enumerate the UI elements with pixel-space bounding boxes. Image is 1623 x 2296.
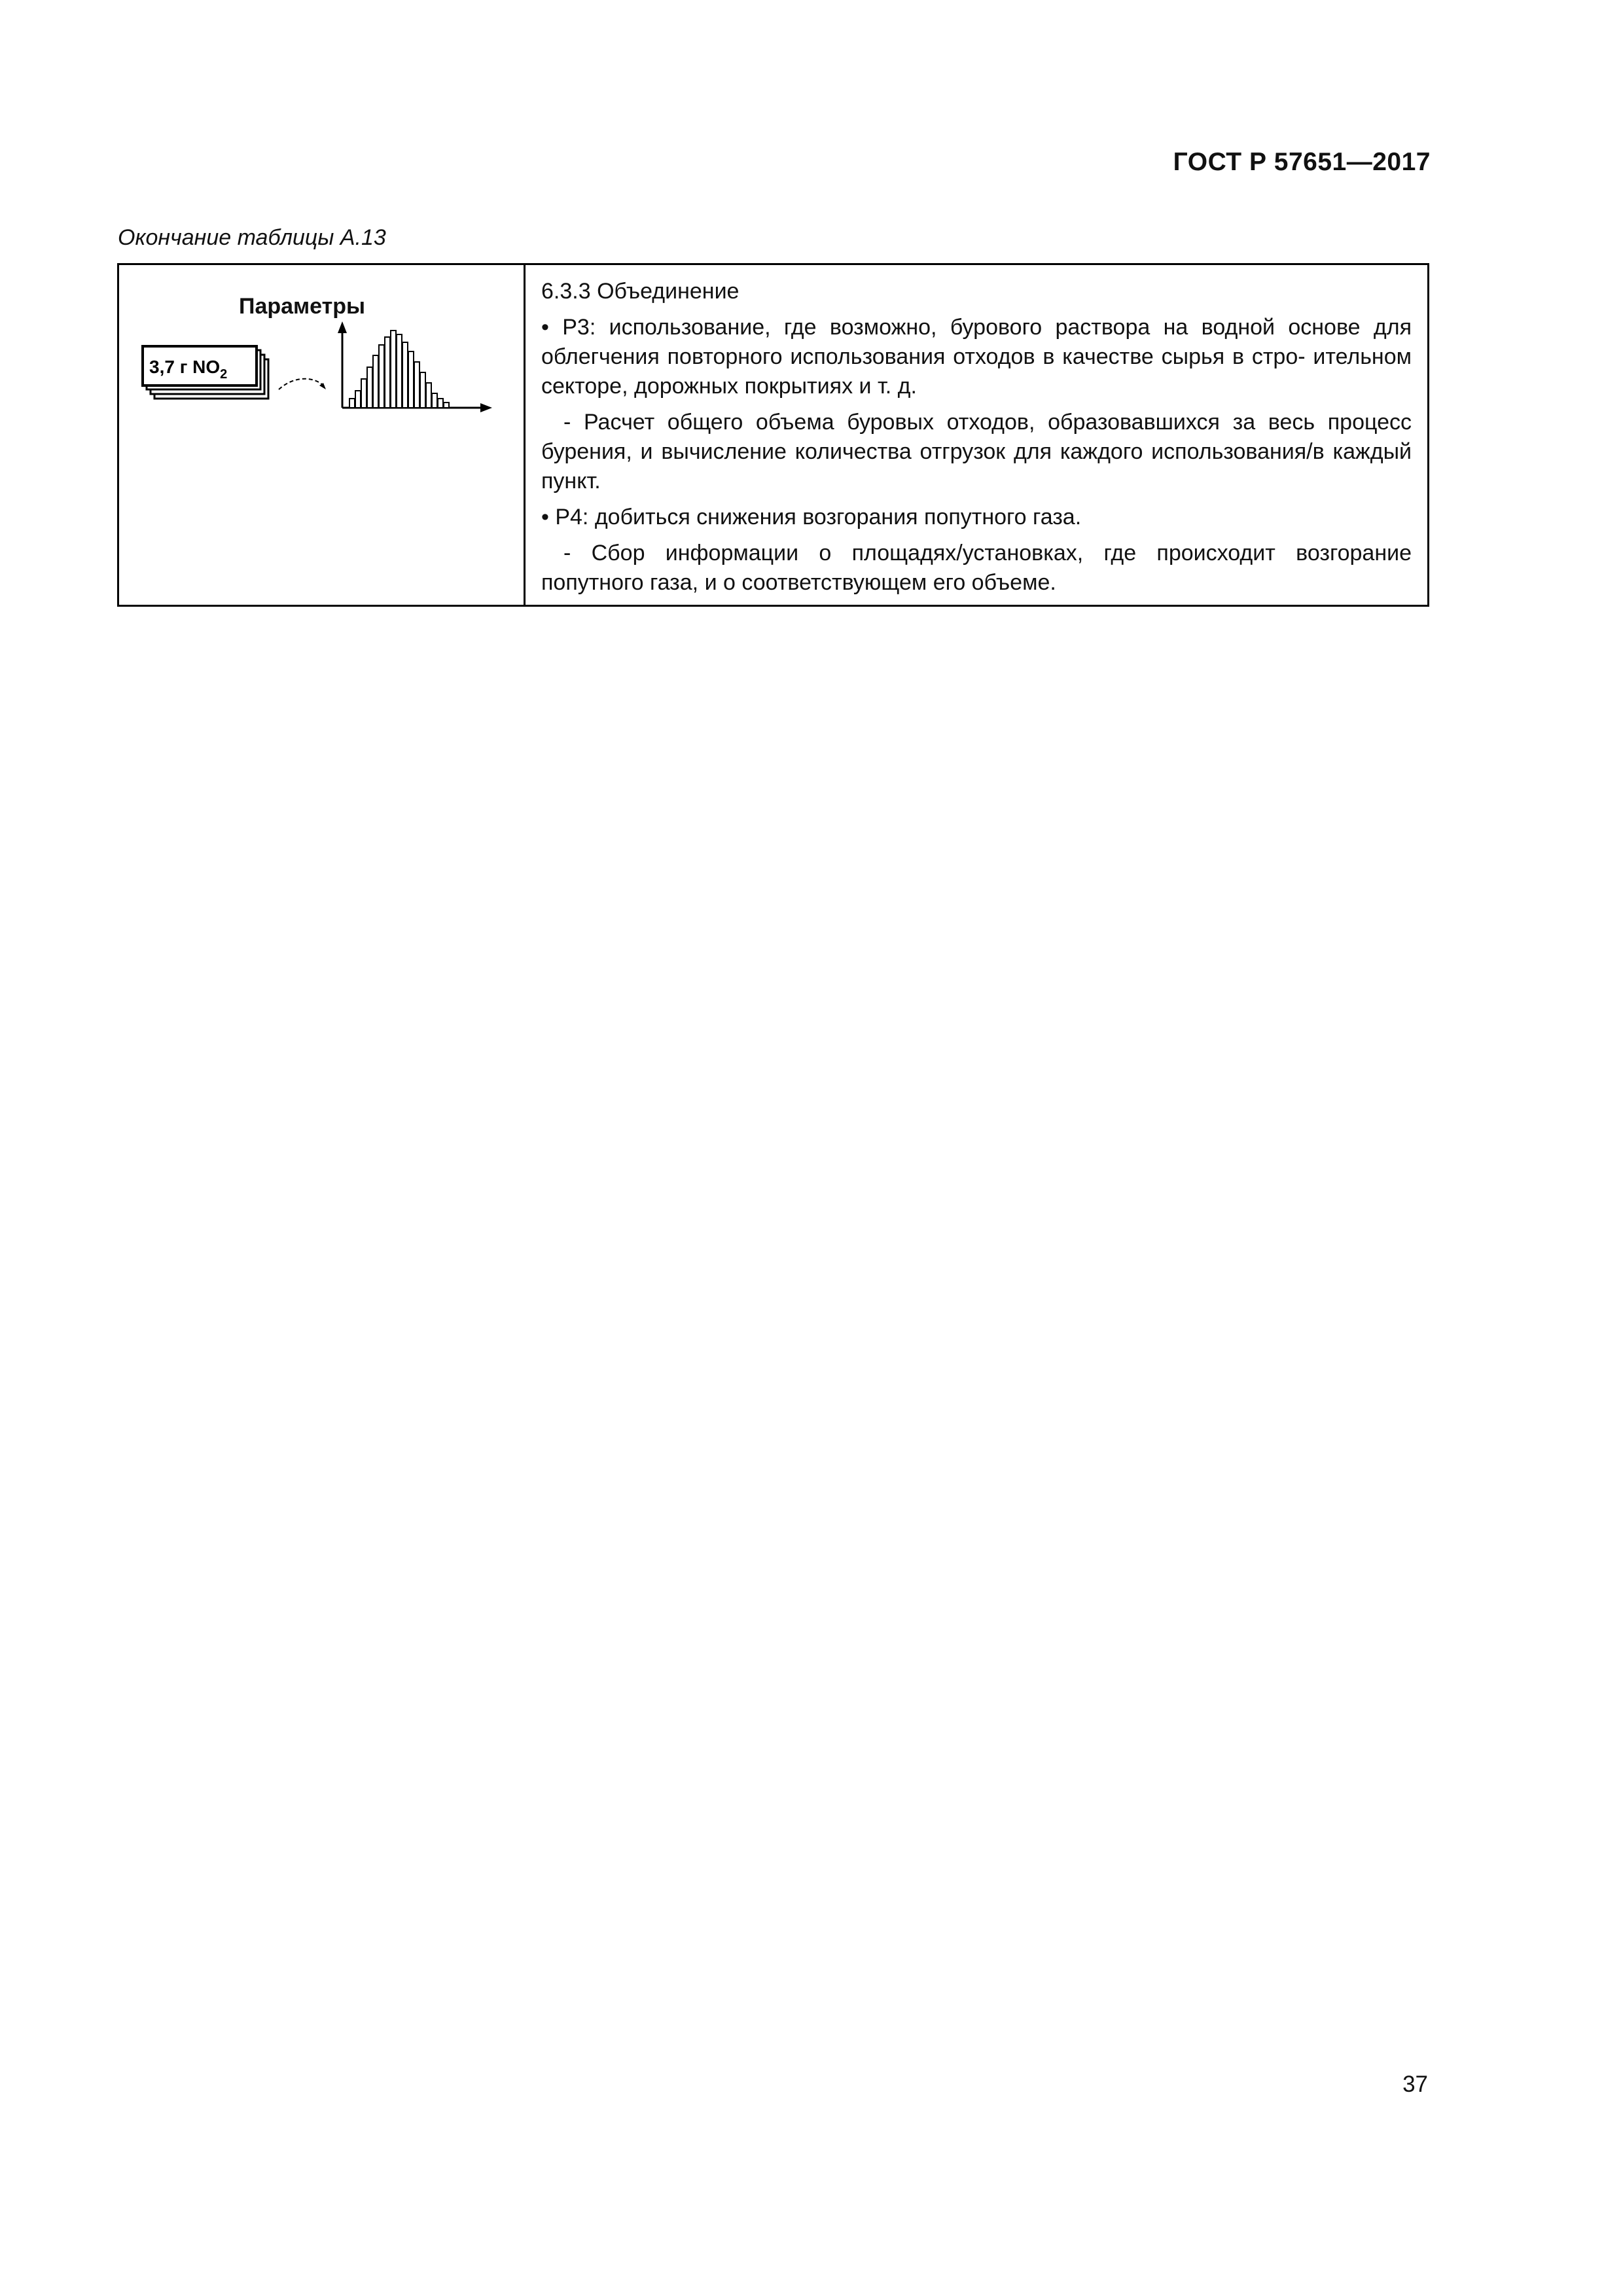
histogram-bar xyxy=(355,391,361,408)
histogram-bar xyxy=(373,355,378,408)
figure-cell xyxy=(119,265,526,605)
document-code: ГОСТ Р 57651—2017 xyxy=(1173,148,1431,176)
table-caption: Окончание таблицы А.13 xyxy=(118,225,386,250)
dash-item-p3: - Расчет общего объема буровых отходов, образовавшихся за весь процесс бурения, и вычисление количества отгрузок для каждого использования/в каждый пункт. xyxy=(541,410,1412,493)
page-number: 37 xyxy=(1402,2072,1428,2097)
histogram-bar xyxy=(385,337,390,408)
histogram-bar xyxy=(402,342,408,408)
histogram-bar xyxy=(391,331,396,408)
histogram-bar xyxy=(408,351,414,408)
bullet-p3: • Р3: использование, где возможно, бурового раствора на водной основе для облегчения повторного использования отходов в качестве сырья в стро- ительном секторе, дорожных покрытиях и т. д. xyxy=(541,315,1412,399)
figure-title: Параметры xyxy=(239,294,366,319)
table-a13 xyxy=(117,263,1429,607)
parameters-diagram xyxy=(119,265,524,605)
histogram-bar xyxy=(444,403,449,408)
bullet-p4: • Р4: добиться снижения возгорания попутного газа. xyxy=(541,505,1082,529)
histogram-bar xyxy=(361,379,366,408)
curved-arrow xyxy=(279,379,325,389)
histogram-bar xyxy=(426,383,431,408)
histogram-bar xyxy=(397,334,402,408)
histogram-bar xyxy=(414,362,419,408)
histogram-bar xyxy=(438,399,443,408)
histogram-bar xyxy=(379,345,384,408)
section-title: 6.3.3 Объединение xyxy=(541,279,740,304)
histogram-bar xyxy=(420,372,425,408)
histogram-bar xyxy=(432,393,437,408)
histogram xyxy=(349,331,449,408)
text-cell xyxy=(526,265,1427,605)
histogram-bar xyxy=(367,367,372,408)
card-label: 3,7 г $NO_2$ xyxy=(149,357,228,382)
histogram-bar xyxy=(349,399,355,408)
dash-item-p4: - Сбор информации о площадях/установках, где происходит возгорание попутного газа, и о соответствующем его объеме. xyxy=(541,541,1412,595)
